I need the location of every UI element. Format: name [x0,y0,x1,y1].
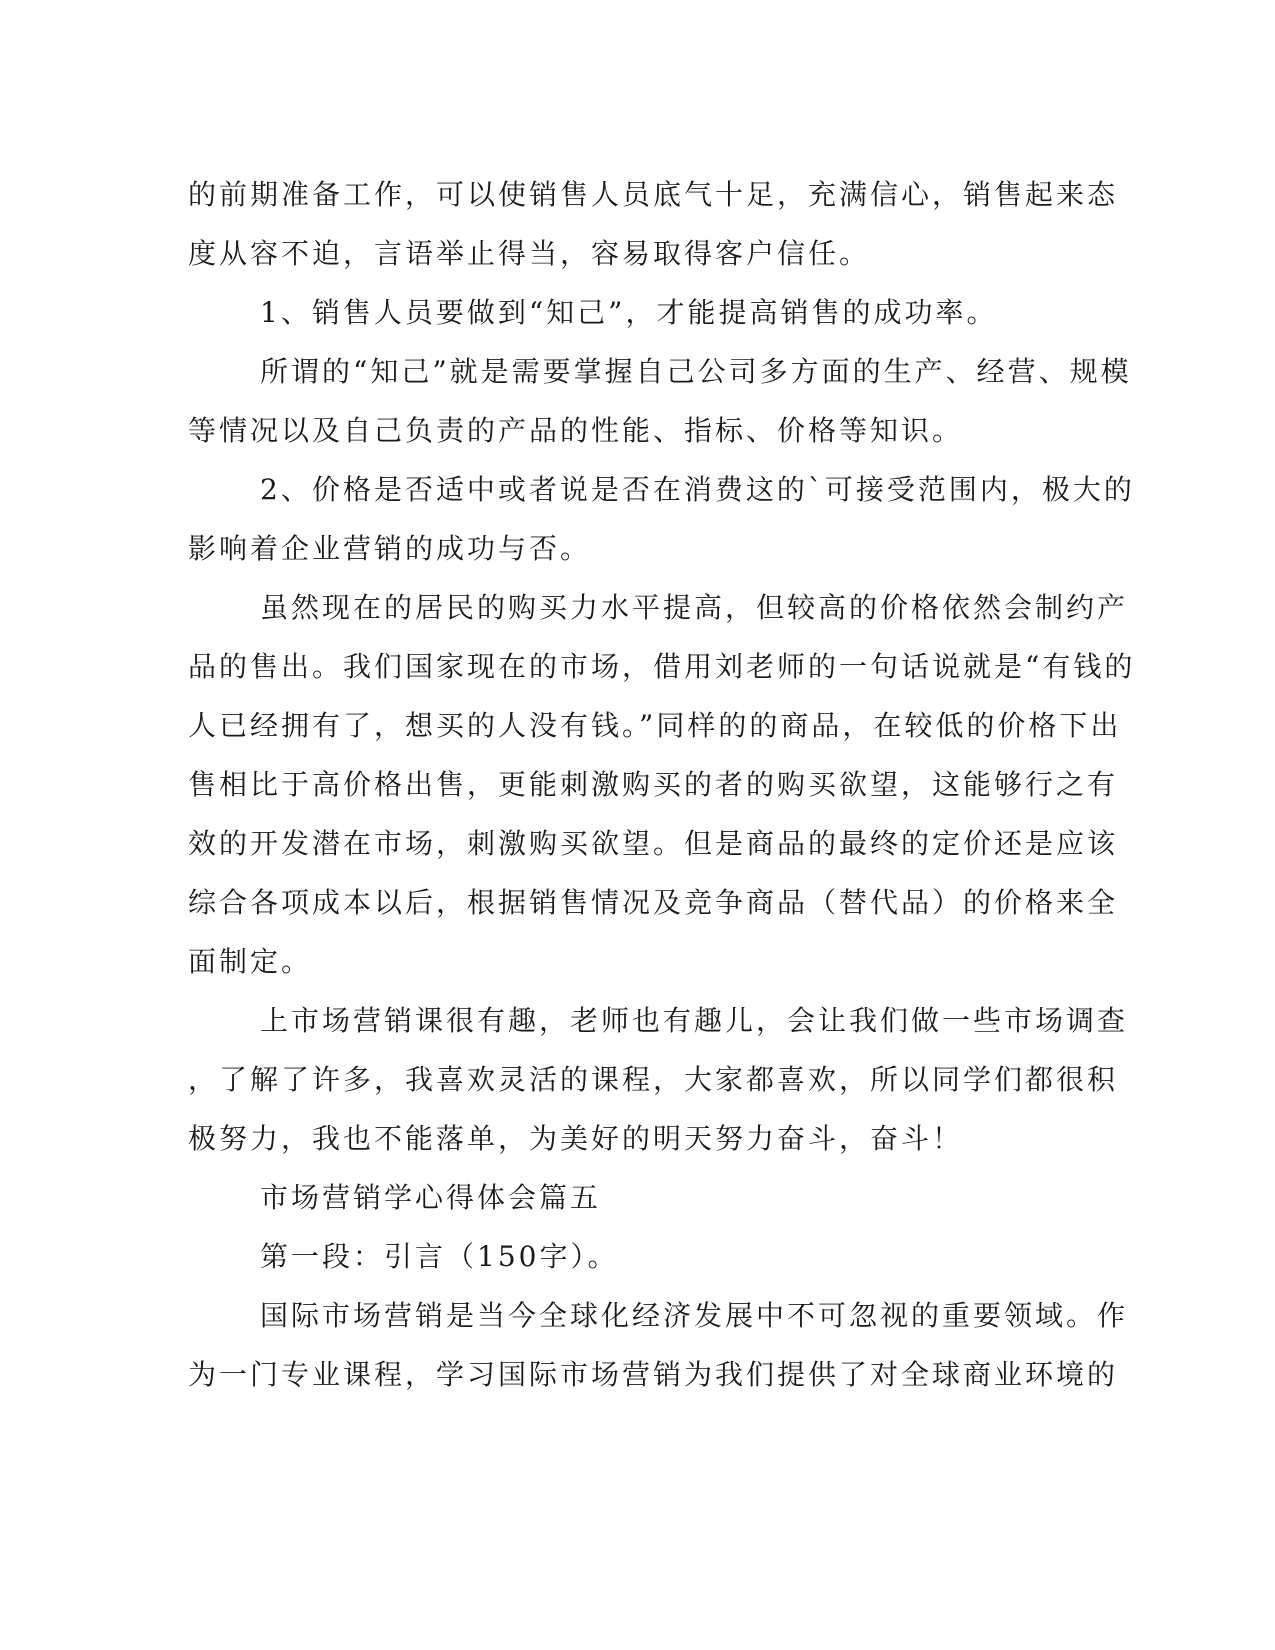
text-line: 影响着企业营销的成功与否。 [188,532,592,565]
text-line: 效的开发潜在市场，刺激购买欲望。但是商品的最终的定价还是应该 [188,827,1119,860]
text-line: 国际市场营销是当今全球化经济发展中不可忽视的重要领域。作 [260,1299,1129,1332]
text-line: 2、价格是否适中或者说是否在消费这的`可接受范围内，极大的 [260,473,1135,506]
text-line: 1、销售人员要做到“知己”，才能提高销售的成功率。 [260,296,998,329]
section-heading: 市场营销学心得体会篇五 [260,1181,602,1214]
text-line: 上市场营销课很有趣，老师也有趣儿，会让我们做一些市场调查 [260,1004,1129,1037]
text-line: 度从容不迫，言语举止得当，容易取得客户信任。 [188,237,871,270]
text-line: 的前期准备工作，可以使销售人员底气十足，充满信心，销售起来态 [188,178,1119,211]
text-line: 品的售出。我们国家现在的市场，借用刘老师的一句话说就是“有钱的 [188,650,1136,683]
section-subheading: 第一段：引言（150字）。 [260,1240,619,1273]
text-line: 售相比于高价格出售，更能刺激购买的者的购买欲望，这能够行之有 [188,768,1119,801]
text-line: 综合各项成本以后，根据销售情况及竞争商品（替代品）的价格来全 [188,886,1119,919]
text-line: 为一门专业课程，学习国际市场营销为我们提供了对全球商业环境的 [188,1358,1119,1391]
text-line: 面制定。 [188,945,313,978]
text-line: 所谓的“知己”就是需要掌握自己公司多方面的生产、经营、规模 [260,355,1132,388]
text-line: ，了解了许多，我喜欢灵活的课程，大家都喜欢，所以同学们都很积 [188,1063,1119,1096]
document-body [188,165,1136,1404]
text-line: 等情况以及自己负责的产品的性能、指标、价格等知识。 [188,414,964,447]
text-line: 极努力，我也不能落单，为美好的明天努力奋斗，奋斗！ [188,1122,964,1155]
text-line: 人已经拥有了，想买的人没有钱。”同样的的商品，在较低的价格下出 [188,709,1122,742]
text-line: 虽然现在的居民的购买力水平提高，但较高的价格依然会制约产 [260,591,1129,624]
